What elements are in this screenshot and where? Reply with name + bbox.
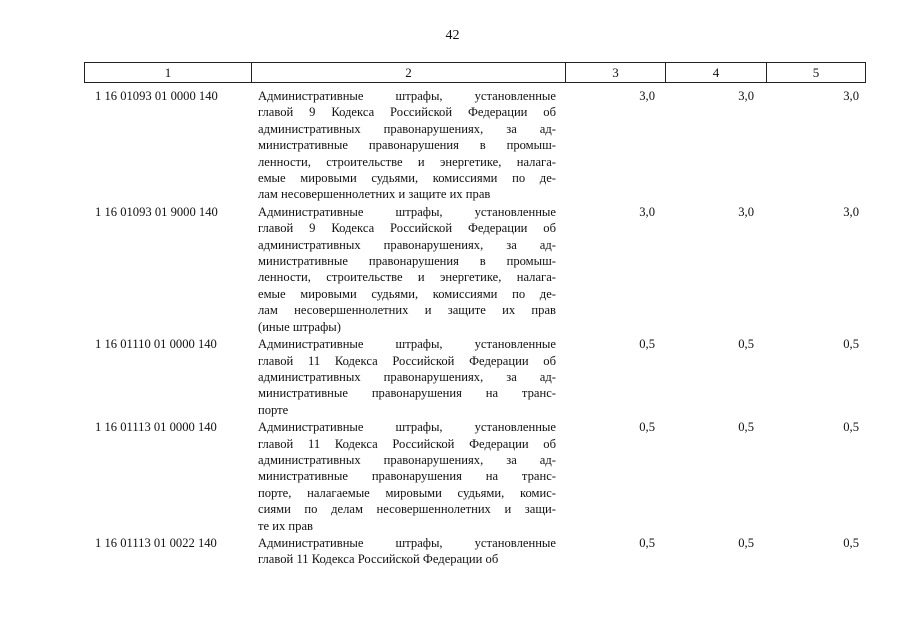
budget-code: 1 16 01113 01 0022 140 <box>95 535 217 550</box>
description-line: Административные штрафы, установленные <box>258 337 556 352</box>
description-line: емые мировыми судьями, комиссиями по де- <box>258 171 556 186</box>
value-column-5: 3,0 <box>843 89 859 103</box>
income-description <box>258 336 560 418</box>
value-column-4: 0,5 <box>738 337 754 352</box>
table-row <box>84 336 865 418</box>
description-line: (иные штрафы) <box>258 319 341 334</box>
description-line: сиями по делам несовершеннолетних и защи- <box>258 502 556 517</box>
description-line: министративные правонарушения в промыш- <box>258 138 556 153</box>
description-line: главой 11 Кодекса Российской Федерации об <box>258 552 499 567</box>
description-line: министративные правонарушения в промыш- <box>258 254 556 269</box>
value-column-5: 0,5 <box>843 420 859 435</box>
value-column-3: 0,5 <box>639 337 655 352</box>
value-column-4: 0,5 <box>738 535 754 550</box>
description-line: главой 9 Кодекса Российской Федерации об <box>258 105 556 120</box>
description-line: административных правонарушениях, за ад- <box>258 121 556 136</box>
header-row <box>85 63 866 83</box>
description-line: лам несовершеннолетних и защите их прав <box>258 303 556 318</box>
description-line: административных правонарушениях, за ад- <box>258 237 556 252</box>
value-column-4: 3,0 <box>738 89 754 103</box>
table-row <box>84 88 865 203</box>
page-number: 42 <box>445 28 460 43</box>
column-header-5: 5 <box>767 63 866 83</box>
income-description <box>258 419 560 534</box>
column-header-3: 3 <box>566 63 666 83</box>
table-header <box>84 62 866 83</box>
value-column-3: 0,5 <box>639 420 655 435</box>
value-column-5: 3,0 <box>843 204 859 219</box>
budget-code: 1 16 01113 01 0000 140 <box>95 420 217 435</box>
description-line: ленности, строительстве и энергетике, налага- <box>258 154 556 169</box>
column-header-1: 1 <box>85 63 252 83</box>
value-column-5: 0,5 <box>843 535 859 550</box>
budget-code: 1 16 01093 01 9000 140 <box>95 204 218 219</box>
description-line: порте <box>258 402 289 417</box>
description-line: Административные штрафы, установленные <box>258 535 556 550</box>
income-description <box>258 88 560 203</box>
description-line: главой 11 Кодекса Российской Федерации об <box>258 353 556 368</box>
description-line: те их прав <box>258 518 313 533</box>
description-line: лам несовершеннолетних и защите их прав <box>258 187 491 202</box>
description-line: Административные штрафы, установленные <box>258 89 556 103</box>
description-line: главой 11 Кодекса Российской Федерации об <box>258 436 556 451</box>
table-row <box>84 419 865 534</box>
value-column-4: 3,0 <box>738 204 754 219</box>
description-line: емые мировыми судьями, комиссиями по де- <box>258 286 556 301</box>
value-column-4: 0,5 <box>738 420 754 435</box>
description-line: главой 9 Кодекса Российской Федерации об <box>258 221 556 236</box>
description-line: Административные штрафы, установленные <box>258 420 556 435</box>
value-column-3: 3,0 <box>639 204 655 219</box>
income-description <box>258 204 560 335</box>
description-line: порте, налагаемые мировыми судьями, комис- <box>258 485 556 500</box>
value-column-5: 0,5 <box>843 337 859 352</box>
value-column-3: 0,5 <box>639 535 655 550</box>
table-row <box>84 535 865 568</box>
description-line: ленности, строительстве и энергетике, налага- <box>258 270 556 285</box>
value-column-3: 3,0 <box>639 89 655 103</box>
description-line: Административные штрафы, установленные <box>258 204 556 219</box>
description-line: министративные правонарушения на транс- <box>258 469 556 484</box>
description-line: административных правонарушениях, за ад- <box>258 369 556 384</box>
column-header-2: 2 <box>252 63 566 83</box>
budget-code: 1 16 01110 01 0000 140 <box>95 337 217 352</box>
table-row <box>84 204 865 335</box>
column-header-4: 4 <box>666 63 767 83</box>
income-description <box>258 535 560 568</box>
description-line: министративные правонарушения на транс- <box>258 386 556 401</box>
description-line: административных правонарушениях, за ад- <box>258 452 556 467</box>
budget-code: 1 16 01093 01 0000 140 <box>95 89 218 103</box>
table-body <box>84 88 865 569</box>
